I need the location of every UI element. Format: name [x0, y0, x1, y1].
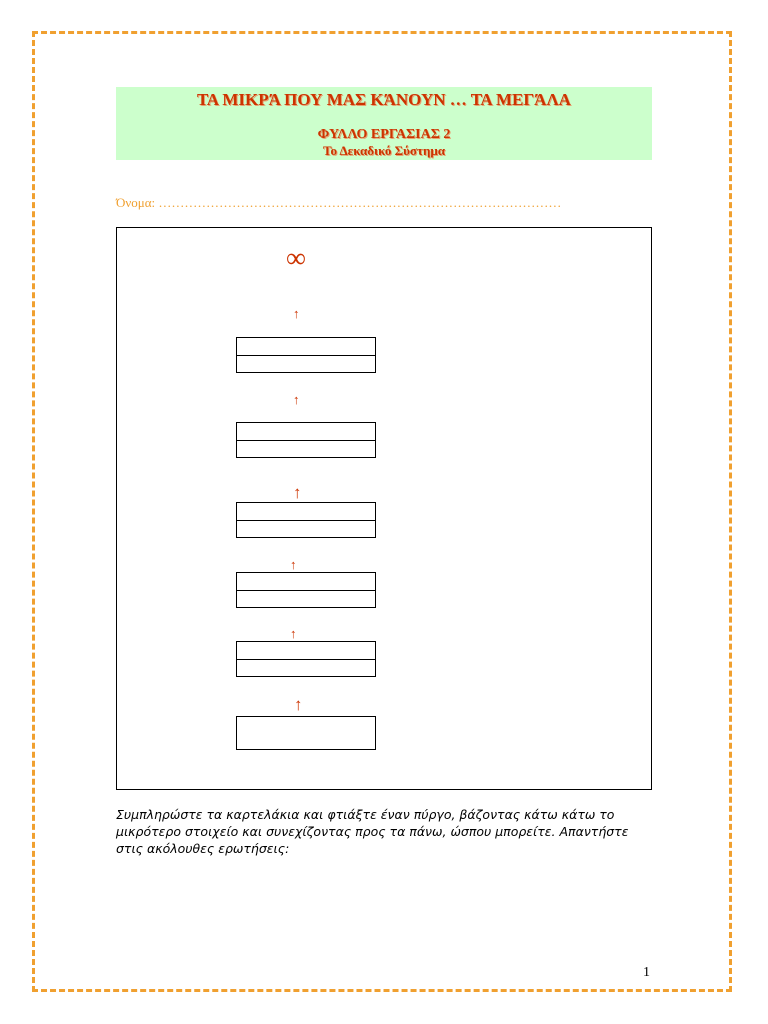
card-top-cell[interactable]: [237, 338, 375, 355]
instructions-text: Συμπληρώστε τα καρτελάκια και φτιάξτε έναν πύργο, βάζοντας κάτω κάτω το μικρότερο στοιχείο και συνεχίζοντας προς τα πάνω, ώσπου μπορείτε. Απαντήστε στις ακόλουθες ερωτήσεις:: [116, 807, 629, 856]
card-bottom-cell[interactable]: [237, 440, 375, 457]
tower-frame: [116, 227, 652, 790]
card-cell[interactable]: [237, 717, 375, 749]
name-dots: …………………………………………………………………………………: [158, 195, 562, 210]
tower-card[interactable]: [236, 641, 376, 677]
up-arrow-icon: ↑: [293, 483, 302, 502]
name-label: Όνομα:: [116, 195, 156, 210]
tower-card[interactable]: [236, 502, 376, 538]
up-arrow-icon: ↑: [293, 392, 300, 407]
card-top-cell[interactable]: [237, 573, 375, 590]
up-arrow-icon: ↑: [290, 626, 297, 641]
tower-card[interactable]: [236, 337, 376, 373]
card-bottom-cell[interactable]: [237, 520, 375, 537]
tower-card[interactable]: [236, 572, 376, 608]
card-top-cell[interactable]: [237, 503, 375, 520]
card-bottom-cell[interactable]: [237, 590, 375, 607]
sheet-subtitle: Το Δεκαδικό Σύστημα: [322, 143, 445, 158]
infinity-symbol: ∞: [286, 243, 306, 274]
up-arrow-icon: ↑: [290, 557, 297, 572]
header-box: [116, 87, 652, 160]
main-title: ΤΑ ΜΙΚΡΆ ΠΟΥ ΜΑΣ ΚΆΝΟΥΝ … ΤΑ ΜΕΓΆΛΑ: [197, 90, 571, 109]
card-top-cell[interactable]: [237, 423, 375, 440]
up-arrow-icon: ↑: [294, 695, 303, 714]
card-bottom-cell[interactable]: [237, 355, 375, 372]
tower-base-card[interactable]: [236, 716, 376, 750]
up-arrow-icon: ↑: [293, 306, 300, 321]
name-field[interactable]: [116, 195, 561, 211]
sheet-title: ΦΥΛΛΟ ΕΡΓΑΣΙΑΣ 2: [317, 127, 451, 142]
page-number: 1: [643, 965, 650, 980]
tower-card[interactable]: [236, 422, 376, 458]
card-bottom-cell[interactable]: [237, 659, 375, 676]
card-top-cell[interactable]: [237, 642, 375, 659]
